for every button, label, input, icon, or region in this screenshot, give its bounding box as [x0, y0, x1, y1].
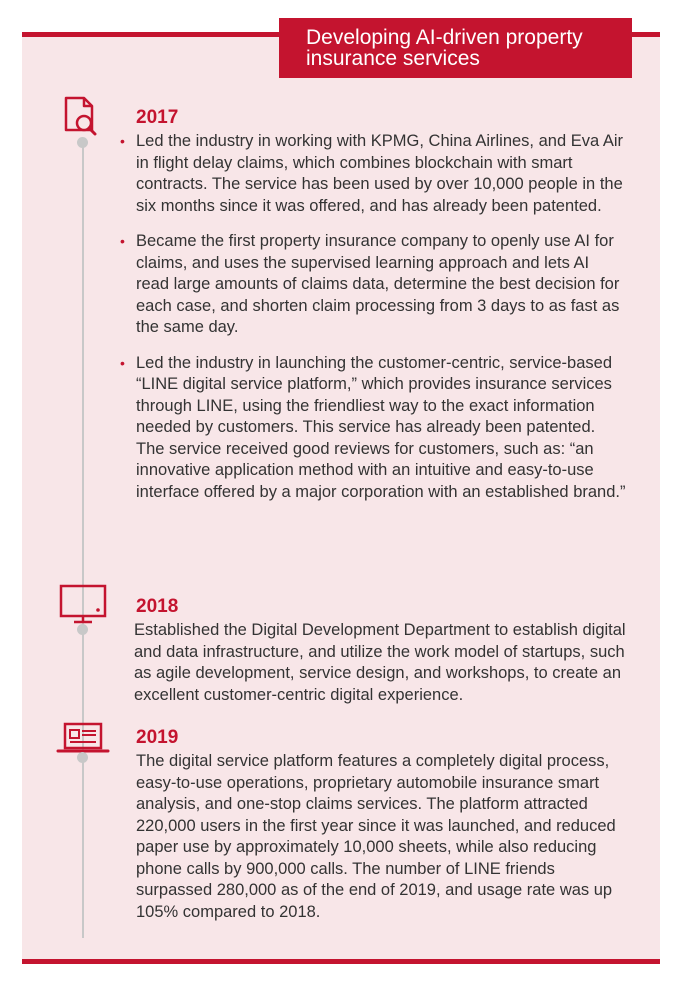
- section-year: 2018: [136, 596, 179, 617]
- list-item: [120, 231, 626, 339]
- bullet-text: Led the industry in working with KPMG, China Airlines, and Eva Air in flight delay claims, which combines blockchain with smart contracts. The service has been used by over 10,000 people in the six months since it was offered, and has already been patented.: [136, 132, 623, 215]
- section-text: The digital service platform features a completely digital process, easy-to-use operations, proprietary automobile insurance smart analysis, and one-stop claims services. The platform attracted 220,000 users in the first year since it was launched, and reduced paper use by approximately 10,000 sheets, while also reducing phone calls by 900,000 calls. The number of LINE friends surpassed 280,000 as of the end of 2019, and usage rate was up 105% compared to 2018.: [136, 752, 616, 921]
- section-2018: [136, 597, 626, 706]
- section-year: 2017: [136, 107, 179, 128]
- bullet-text: Led the industry in launching the customer-centric, service-based “LINE digital service platform,” which provides insurance services through LINE, using the friendliest way to the exact information needed by customers. This service has already been patented. The service received good reviews for customers, such as: “an innovative application method with an intuitive and easy-to-use interface offered by a major corporation with an established brand.”: [136, 353, 626, 501]
- bottom-divider: [22, 959, 660, 964]
- bullet-icon: •: [120, 354, 125, 371]
- list-item: [120, 353, 626, 504]
- section-year: 2019: [136, 727, 179, 748]
- bullet-text: Became the first property insurance company to openly use AI for claims, and uses the supervised learning approach and lets AI read large amounts of claims data, determine the best decision for each case, and shorten claim processing from 3 days to as fast as the same day.: [136, 232, 620, 336]
- section-2019: [136, 728, 626, 923]
- bullet-list: [120, 131, 626, 503]
- bullet-icon: •: [120, 133, 125, 149]
- section-2017: [120, 107, 626, 517]
- list-item: [120, 131, 626, 217]
- timeline-dot: [77, 624, 88, 635]
- bullet-icon: •: [120, 233, 125, 249]
- page-title: Developing AI-driven property insurance services: [279, 18, 632, 78]
- section-text: Established the Digital Development Department to establish digital and data infrastructure, and utilize the work model of startups, such as agile development, service design, and workshops, to create an excellent customer-centric digital experience.: [134, 621, 626, 704]
- timeline-dot: [77, 137, 88, 148]
- timeline-dot: [77, 752, 88, 763]
- timeline-line: [82, 143, 84, 938]
